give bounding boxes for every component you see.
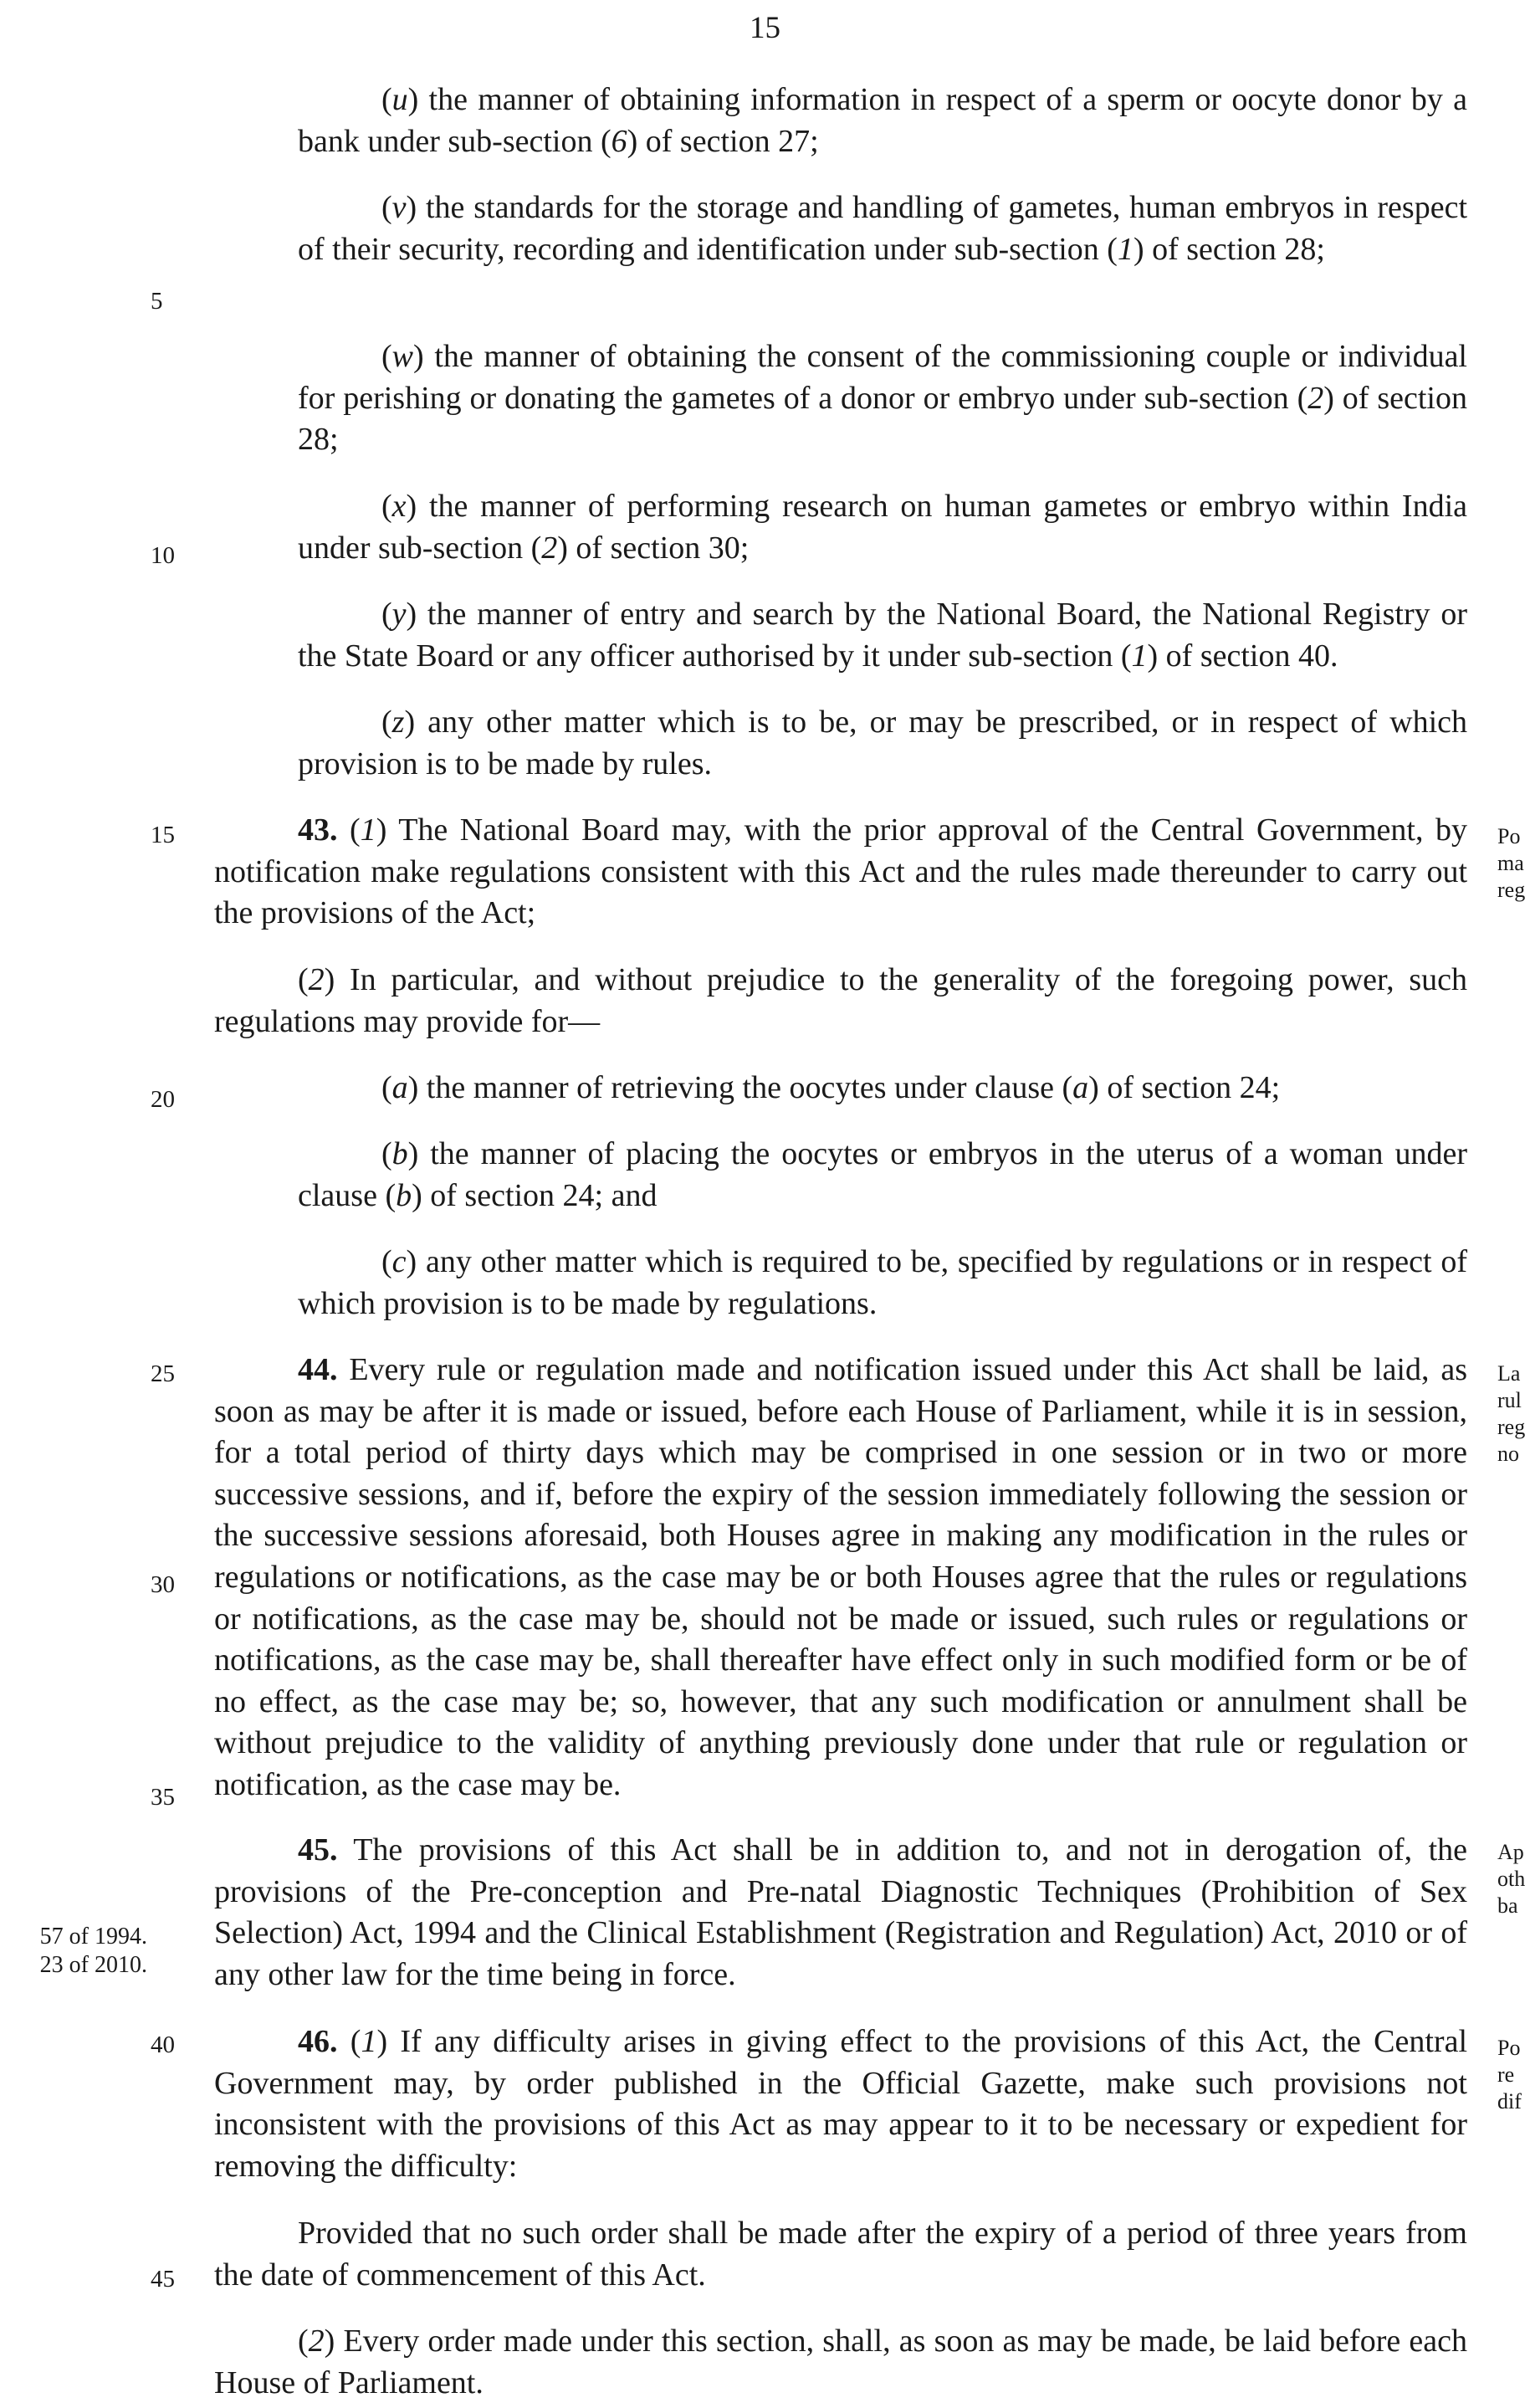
section-46: 46. (1) If any difficulty arises in giving effect to the provisions of this Act, the Central Government may, by order published in the Official Gazette, make such provisions not inconsistent with the provisions of this Act as may appear to it to be necessary or expedient for removing the difficulty: xyxy=(214,2024,1467,2184)
section-46-proviso: Provided that no such order shall be made after the expiry of a period of three years from the date of commencement of this Act. xyxy=(214,2216,1467,2293)
clause-b: (b) the manner of placing the oocytes or embryos in the uterus of a woman under clause (b) of section 24; and xyxy=(298,1136,1467,1213)
clause-w: (w) the manner of obtaining the consent of the commissioning couple or individual for perishing or donating the gametes of a donor or embryo under sub-section (2) of section 28; xyxy=(298,339,1467,458)
side-note-section-43: Po ma reg xyxy=(1497,824,1526,902)
clause-u: (u) the manner of obtaining information in respect of a sperm or oocyte donor by a bank under sub-section (6) of section 27; xyxy=(298,82,1467,159)
section-43: 43. (1) The National Board may, with the prior approval of the Central Government, by notification make regulations consistent with this Act and the rules made thereunder to carry out the provisions of the Act; xyxy=(214,812,1467,931)
line-number: 45 xyxy=(151,2266,175,2293)
clause-z: (z) any other matter which is to be, or may be prescribed, or in respect of which provision is to be made by rules. xyxy=(298,704,1467,781)
line-number: 35 xyxy=(151,1784,175,1811)
side-note-section-44: La rul reg no xyxy=(1497,1361,1526,1466)
clause-x: (x) the manner of performing research on human gametes or embryo within India under sub-section (2) of section 30; xyxy=(298,489,1467,566)
line-number: 5 xyxy=(151,288,163,315)
margin-ref-line: 57 of 1994. xyxy=(39,1924,147,1949)
clause-c: (c) any other matter which is required to be, specified by regulations or in respect of which provision is to be made by regulations. xyxy=(298,1244,1467,1321)
side-note-section-46: Po re dif xyxy=(1497,2036,1522,2113)
line-number: 20 xyxy=(151,1086,175,1113)
section-45: 45. The provisions of this Act shall be in addition to, and not in derogation of, the provisions of the Pre-conception and Pre-natal Diagnostic Techniques (Prohibition of Sex Selection) Act, 1994 and the Clinical Establishment (Registration and Regulation) Act, 2010 or of any other law for the time being in force. xyxy=(214,1832,1467,1992)
line-number: 25 xyxy=(151,1360,175,1387)
clause-v: (v) the standards for the storage and handling of gametes, human embryos in respect of their security, recording and identification under sub-section (1) of section 28; xyxy=(298,190,1467,267)
clause-a: (a) the manner of retrieving the oocytes under clause (a) of section 24; xyxy=(381,1070,1281,1105)
line-number: 40 xyxy=(151,2031,175,2058)
side-note-section-45: Ap oth ba xyxy=(1497,1840,1526,1918)
margin-act-references xyxy=(0,1923,147,1980)
margin-ref-line: 23 of 2010. xyxy=(39,1952,147,1978)
clause-y: (y) the manner of entry and search by the National Board, the National Registry or the State Board or any officer authorised by it under sub-section (1) of section 40. xyxy=(298,597,1467,674)
section-46-subsection-2: (2) Every order made under this section, shall, as soon as may be made, be laid before each House of Parliament. xyxy=(214,2323,1467,2400)
line-number: 15 xyxy=(151,822,175,848)
section-44: 44. Every rule or regulation made and notification issued under this Act shall be laid, as soon as may be after it is made or issued, before each House of Parliament, while it is in session, for a total period of thirty days which may be comprised in one session or in two or more successive sessions, and if, before the expiry of the session immediately following the session or the successive sessions aforesaid, both Houses agree in making any modification in the rules or regulations or notifications, as the case may be or both Houses agree that the rules or regulations or notifications, as the case may be, should not be made or issued, such rules or regulations or notifications, as the case may be, shall thereafter have effect only in such modified form or be of no effect, as the case may be; so, however, that any such modification or annulment shall be without prejudice to the validity of anything previously done under that rule or regulation or notification, as the case may be. xyxy=(214,1352,1467,1802)
page-number: 15 xyxy=(750,11,780,45)
line-number: 30 xyxy=(151,1571,175,1598)
section-43-subsection-2: (2) In particular, and without prejudice to the generality of the foregoing power, such regulations may provide for— xyxy=(214,962,1467,1039)
line-number: 10 xyxy=(151,542,175,569)
